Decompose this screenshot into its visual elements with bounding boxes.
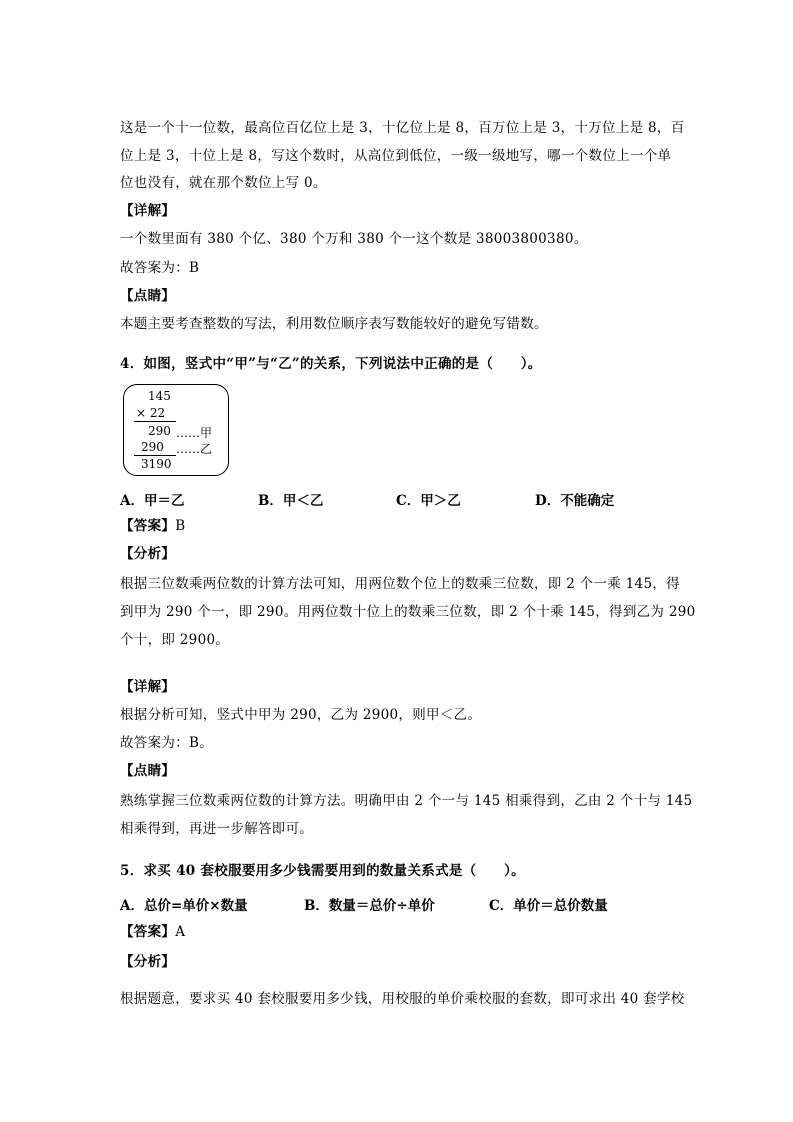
text-line: 这是一个十一位数，最高位百亿位上是 3，十亿位上是 8，百万位上是 3，十万位上是 8，百 [120,120,685,136]
text-line: 位也没有，就在那个数位上写 0。 [120,175,327,191]
figure-row: 290 [141,440,164,454]
answer-label: 【答案】 [120,518,176,534]
option-a: A．甲＝乙 [120,493,185,509]
figure-rule [134,421,176,422]
text-line: 相乘得到，再进一步解答即可。 [120,821,314,837]
question-4: 4．如图，竖式中“甲”与“乙”的关系，下列说法中正确的是（ ）。 [120,356,542,372]
answer-value: A [175,924,186,940]
section-label-detail: 【详解】 [120,679,176,695]
figure-label: ……乙 [176,442,213,456]
figure-row: 145 [148,389,171,403]
option-a: A．总价=单价×数量 [120,898,248,914]
text-line: 个十，即 2900。 [120,632,230,648]
option-b: B．数量＝总价÷单价 [304,898,435,914]
text-line: 故答案为：B [120,260,200,276]
option-c: C．单价＝总价数量 [489,898,608,914]
figure-label: ……甲 [176,426,213,440]
figure-row: × 22 [136,406,166,420]
figure-row: 3190 [141,457,172,471]
section-label-analysis: 【分析】 [120,954,176,970]
section-label-analysis: 【分析】 [120,546,176,562]
figure-rule [134,455,176,456]
section-label-comment: 【点睛】 [120,288,176,304]
text-line: 根据三位数乘两位数的计算方法可知，用两位数个位上的数乘三位数，即 2 个一乘 145，得 [120,576,680,592]
text-line: 位上是 3，十位上是 8，写这个数时，从高位到低位，一级一级地写，哪一个数位上一个单 [120,148,672,164]
option-b: B．甲＜乙 [258,493,324,509]
question-5: 5．求买 40 套校服要用多少钱需要用到的数量关系式是（ ）。 [120,863,525,879]
section-label-comment: 【点睛】 [120,763,176,779]
text-line: 根据题意，要求买 40 套校服要用多少钱，用校服的单价乘校服的套数，即可求出 40 套学校 [120,991,685,1007]
answer-line [120,924,185,940]
text-line: 到甲为 290 个一，即 290。用两位数十位上的数乘三位数，即 2 个十乘 145，得到乙为 290 [120,604,696,620]
answer-value: B [175,518,186,534]
section-label-detail: 【详解】 [120,203,176,219]
text-line: 根据分析可知，竖式中甲为 290，乙为 2900，则甲＜乙。 [120,707,482,723]
text-line: 熟练掌握三位数乘两位数的计算方法。明确甲由 2 个一与 145 相乘得到，乙由 2 个十与 145 [120,793,693,809]
option-d: D．不能确定 [535,493,615,509]
text-line: 本题主要考查整数的写法，利用数位顺序表写数能较好的避免写错数。 [120,316,548,332]
answer-label: 【答案】 [120,924,176,940]
answer-line [120,518,185,534]
option-c: C．甲＞乙 [396,493,461,509]
vertical-multiplication-figure [123,384,229,476]
figure-row: 290 [148,424,171,438]
text-line: 一个数里面有 380 个亿、380 个万和 380 个一这个数是 38003800380。 [120,231,588,247]
text-line: 故答案为：B。 [120,735,214,751]
